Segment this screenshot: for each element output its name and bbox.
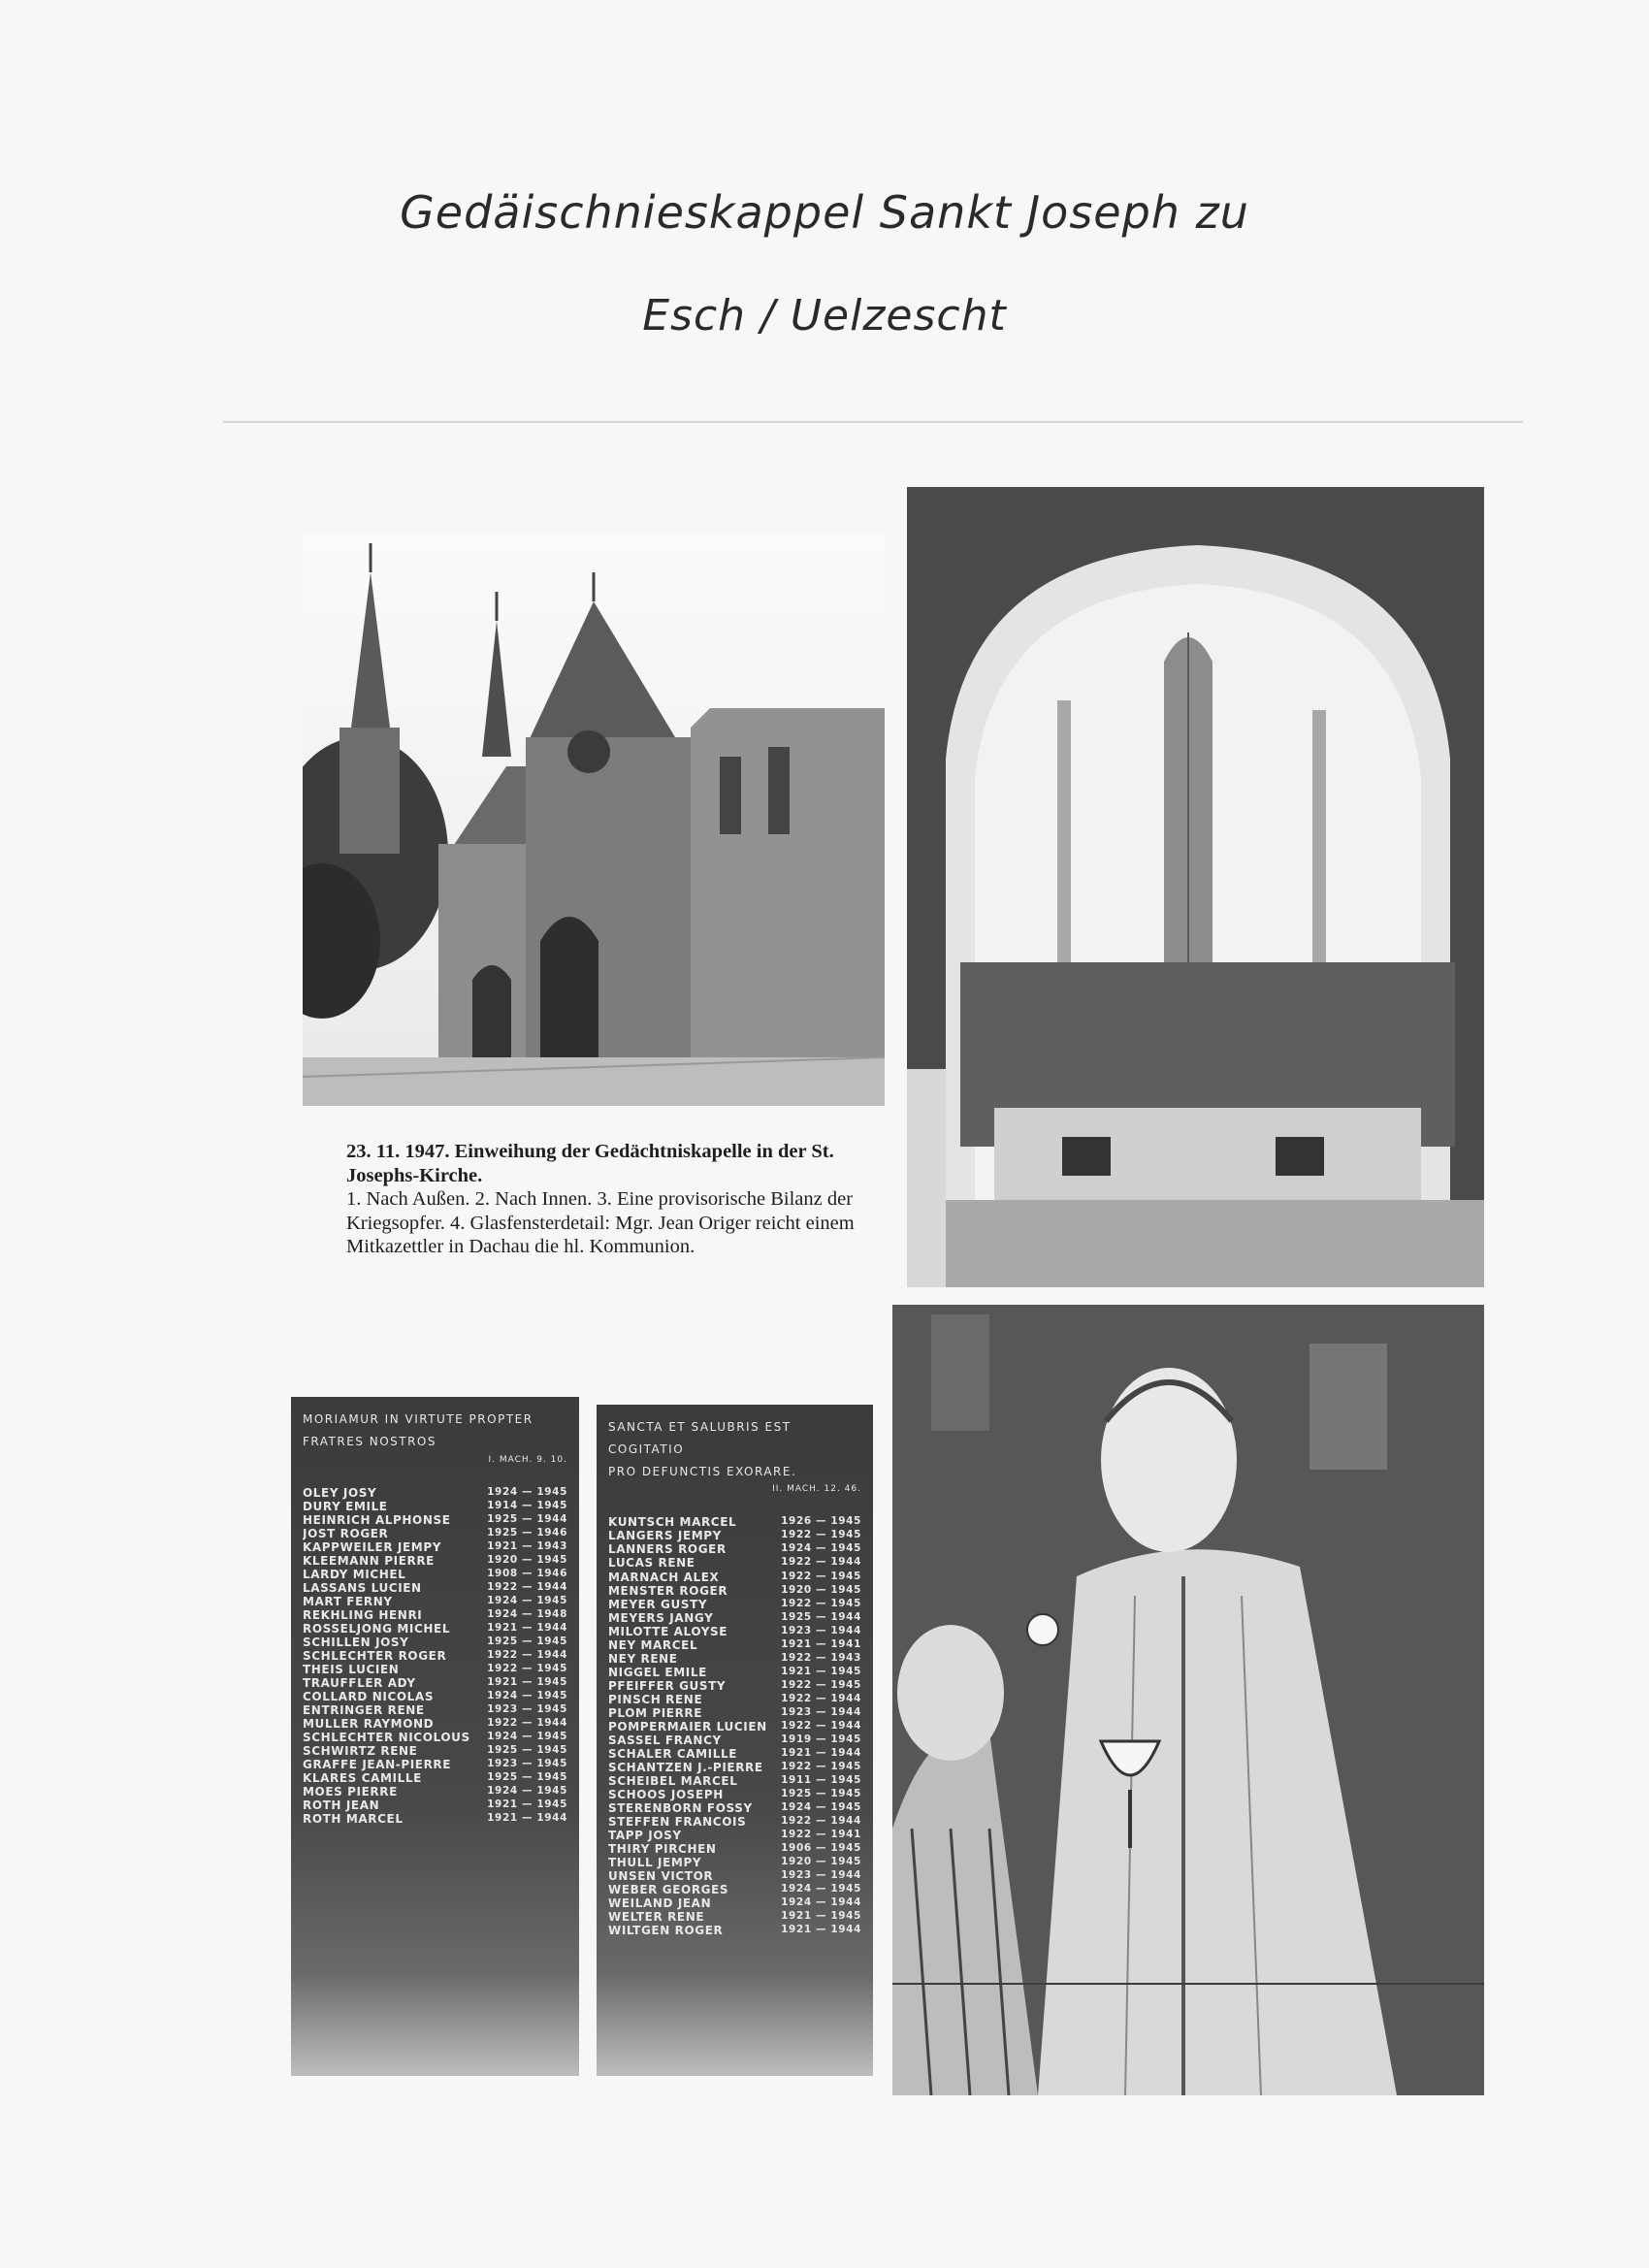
life-years: 1922 — 1941 [781,1829,861,1841]
life-years: 1925 — 1946 [487,1526,567,1539]
life-years: 1921 — 1944 [487,1812,567,1825]
life-years: 1926 — 1945 [781,1515,861,1528]
life-years: 1920 — 1945 [781,1583,861,1596]
name-row [303,1717,567,1731]
plaque-motto-line2: PRO DEFUNCTIS EXORARE. [608,1464,797,1478]
life-years: 1922 — 1945 [781,1570,861,1582]
person-name: LARDY MICHEL [303,1567,406,1581]
name-row [608,1666,861,1679]
life-years: 1911 — 1945 [781,1773,861,1786]
person-name: KUNTSCH MARCEL [608,1515,737,1530]
life-years: 1924 — 1944 [781,1896,861,1909]
person-name: THEIS LUCIEN [303,1663,400,1676]
name-row [303,1812,567,1826]
name-row [608,1815,861,1829]
life-years: 1922 — 1945 [781,1597,861,1609]
person-name: WILTGEN ROGER [608,1924,724,1938]
name-row [608,1515,861,1529]
name-row [303,1798,567,1812]
name-row [303,1690,567,1703]
person-name: THIRY PIRCHEN [608,1842,717,1857]
life-years: 1920 — 1945 [781,1856,861,1868]
name-row [303,1608,567,1622]
name-row [303,1758,567,1771]
person-name: MARNACH ALEX [608,1570,720,1584]
person-name: NIGGEL EMILE [608,1665,707,1679]
name-row [608,1611,861,1625]
life-years: 1924 — 1945 [487,1690,567,1702]
life-years: 1921 — 1941 [781,1637,861,1650]
name-row [608,1720,861,1733]
person-name: LUCAS RENE [608,1556,695,1571]
person-name: TRAUFFLER ADY [303,1676,416,1691]
person-name: MEYER GUSTY [608,1597,708,1611]
person-name: PFEIFFER GUSTY [608,1678,727,1693]
name-row [608,1774,861,1788]
name-row [303,1636,567,1649]
name-row [608,1693,861,1706]
person-name: PINSCH RENE [608,1692,703,1706]
stained-glass-window-photo [892,1305,1484,2095]
person-name: SASSEL FRANCY [608,1733,722,1747]
life-years: 1919 — 1945 [781,1733,861,1745]
person-name: ROTH MARCEL [303,1812,404,1827]
life-years: 1922 — 1945 [487,1663,567,1674]
life-years: 1925 — 1945 [487,1635,567,1647]
life-years: 1925 — 1944 [781,1610,861,1623]
person-name: JOST ROGER [303,1526,389,1540]
life-years: 1921 — 1944 [781,1924,861,1936]
person-name: SCHLECHTER ROGER [303,1648,447,1663]
name-row [303,1703,567,1717]
life-years: 1922 — 1944 [781,1692,861,1704]
life-years: 1922 — 1945 [781,1760,861,1772]
person-name: MART FERNY [303,1594,393,1608]
person-name: MULLER RAYMOND [303,1717,435,1732]
name-row [608,1598,861,1611]
person-name: LASSANS LUCIEN [303,1580,422,1595]
memorial-plaque-right [597,1405,873,2076]
life-years: 1922 — 1944 [487,1648,567,1661]
life-years: 1922 — 1943 [781,1651,861,1664]
life-years: 1922 — 1944 [487,1717,567,1730]
name-row [608,1842,861,1856]
person-name: SCHANTZEN J.-PIERRE [608,1760,763,1774]
name-row [608,1733,861,1747]
life-years: 1921 — 1945 [781,1910,861,1923]
life-years: 1924 — 1945 [487,1594,567,1606]
life-years: 1924 — 1945 [781,1542,861,1555]
person-name: STEFFEN FRANCOIS [608,1815,747,1830]
person-name: POMPERMAIER LUCIEN [608,1719,767,1733]
name-row [303,1649,567,1663]
name-row [608,1856,861,1869]
horizontal-divider [223,421,1523,423]
life-years: 1925 — 1945 [487,1744,567,1757]
person-name: ENTRINGER RENE [303,1703,425,1718]
person-name: KAPPWEILER JEMPY [303,1539,442,1554]
life-years: 1921 — 1945 [487,1798,567,1811]
person-name: PLOM PIERRE [608,1705,703,1720]
person-name: SCHILLEN JOSY [303,1635,409,1649]
name-row [608,1896,861,1910]
name-row [608,1869,861,1883]
life-years: 1923 — 1944 [781,1624,861,1636]
person-name: WEILAND JEAN [608,1896,712,1911]
name-row [303,1581,567,1595]
name-row [608,1625,861,1638]
name-row [608,1556,861,1570]
person-name: MENSTER ROGER [608,1583,728,1598]
person-name: MEYERS JANGY [608,1610,714,1625]
person-name: LANGERS JEMPY [608,1529,722,1543]
caption-body: 1. Nach Außen. 2. Nach Innen. 3. Eine provisorische Bilanz der Kriegsopfer. 4. Glasfensterdetail: Mgr. Jean Origer reicht einem Mitkazettler in Dachau die hl. Kommunion. [346,1188,855,1258]
life-years: 1914 — 1945 [487,1499,567,1511]
life-years: 1921 — 1945 [781,1665,861,1677]
name-row [608,1638,861,1652]
plaque-motto-line2: FRATRES NOSTROS [303,1434,436,1448]
name-row [303,1540,567,1554]
person-name: KLARES CAMILLE [303,1771,422,1786]
name-row [608,1679,861,1693]
person-name: SCHEIBEL MARCEL [608,1773,738,1788]
name-row [303,1663,567,1676]
person-name: ROSSELJONG MICHEL [303,1621,451,1636]
person-name: MOES PIERRE [303,1785,398,1799]
life-years: 1908 — 1946 [487,1567,567,1579]
life-years: 1924 — 1945 [487,1785,567,1798]
life-years: 1921 — 1944 [487,1621,567,1634]
name-row [608,1542,861,1556]
name-row [303,1500,567,1513]
life-years: 1922 — 1945 [781,1678,861,1691]
life-years: 1921 — 1943 [487,1539,567,1552]
life-years: 1924 — 1945 [487,1485,567,1498]
name-row [303,1731,567,1744]
title-line-1: Gedäischnieskappel Sankt Joseph zu [400,186,1249,239]
name-row [608,1910,861,1924]
person-name: TAPP JOSY [608,1829,682,1843]
person-name: OLEY JOSY [303,1485,377,1500]
person-name: COLLARD NICOLAS [303,1690,435,1704]
person-name: WELTER RENE [608,1910,705,1925]
name-row [303,1527,567,1540]
name-row [608,1883,861,1896]
person-name: NEY MARCEL [608,1637,698,1652]
name-row [608,1761,861,1774]
name-row [608,1747,861,1761]
life-years: 1923 — 1944 [781,1705,861,1718]
person-name: SCHLECHTER NICOLOUS [303,1731,470,1745]
name-row [303,1568,567,1581]
life-years: 1923 — 1945 [487,1703,567,1716]
name-row [608,1571,861,1584]
person-name: REKHLING HENRI [303,1607,423,1622]
name-row [303,1676,567,1690]
name-row [608,1584,861,1598]
person-name: NEY RENE [608,1651,678,1666]
name-list [608,1515,861,1937]
person-name: THULL JEMPY [608,1856,702,1870]
life-years: 1923 — 1945 [487,1758,567,1770]
plaque-reference: I. MACH. 9. 10. [488,1454,567,1465]
name-row [303,1744,567,1758]
life-years: 1922 — 1944 [781,1719,861,1732]
life-years: 1924 — 1948 [487,1607,567,1620]
name-row [303,1486,567,1500]
name-row [608,1924,861,1937]
person-name: WEBER GEORGES [608,1883,729,1897]
person-name: KLEEMANN PIERRE [303,1553,435,1568]
name-row [608,1801,861,1815]
caption-heading: 23. 11. 1947. Einweihung der Gedächtniskapelle in der St. Josephs-Kirche. [346,1141,834,1186]
life-years: 1906 — 1945 [781,1842,861,1855]
name-row [608,1652,861,1666]
life-years: 1923 — 1944 [781,1869,861,1882]
life-years: 1924 — 1945 [781,1883,861,1895]
photo-caption [346,1140,878,1259]
plaque-reference: II. MACH. 12. 46. [772,1484,861,1495]
person-name: ROTH JEAN [303,1798,380,1813]
life-years: 1924 — 1945 [487,1731,567,1743]
person-name: GRAFFE JEAN-PIERRE [303,1758,452,1772]
name-row [608,1829,861,1842]
person-name: SCHOOS JOSEPH [608,1788,724,1802]
name-row [303,1554,567,1568]
name-row [303,1771,567,1785]
life-years: 1925 — 1944 [487,1512,567,1525]
life-years: 1920 — 1945 [487,1553,567,1566]
life-years: 1922 — 1944 [781,1815,861,1828]
life-years: 1921 — 1944 [781,1746,861,1759]
life-years: 1922 — 1944 [781,1556,861,1569]
person-name: HEINRICH ALPHONSE [303,1512,451,1527]
name-row [303,1785,567,1798]
person-name: SCHALER CAMILLE [608,1746,738,1761]
church-exterior-photo [303,534,885,1106]
person-name: MILOTTE ALOYSE [608,1624,728,1638]
life-years: 1921 — 1945 [487,1676,567,1689]
name-list [303,1486,567,1827]
name-row [608,1788,861,1801]
person-name: UNSEN VICTOR [608,1869,714,1884]
name-row [608,1529,861,1542]
person-name: SCHWIRTZ RENE [303,1744,418,1759]
title-line-2: Esch / Uelzescht [642,291,1007,340]
name-row [303,1622,567,1636]
life-years: 1925 — 1945 [487,1771,567,1784]
name-row [303,1595,567,1608]
plaque-motto-line1: SANCTA ET SALUBRIS EST COGITATIO [608,1420,792,1456]
person-name: DURY EMILE [303,1499,388,1513]
life-years: 1925 — 1945 [781,1788,861,1800]
name-row [303,1513,567,1527]
person-name: STERENBORN FOSSY [608,1801,753,1816]
chapel-interior-photo [907,487,1484,1287]
name-row [608,1706,861,1720]
life-years: 1922 — 1945 [781,1529,861,1541]
plaque-motto-line1: MORIAMUR IN VIRTUTE PROPTER [303,1412,534,1426]
life-years: 1924 — 1945 [781,1801,861,1814]
life-years: 1922 — 1944 [487,1580,567,1593]
person-name: LANNERS ROGER [608,1542,727,1557]
memorial-plaque-left [291,1397,579,2076]
